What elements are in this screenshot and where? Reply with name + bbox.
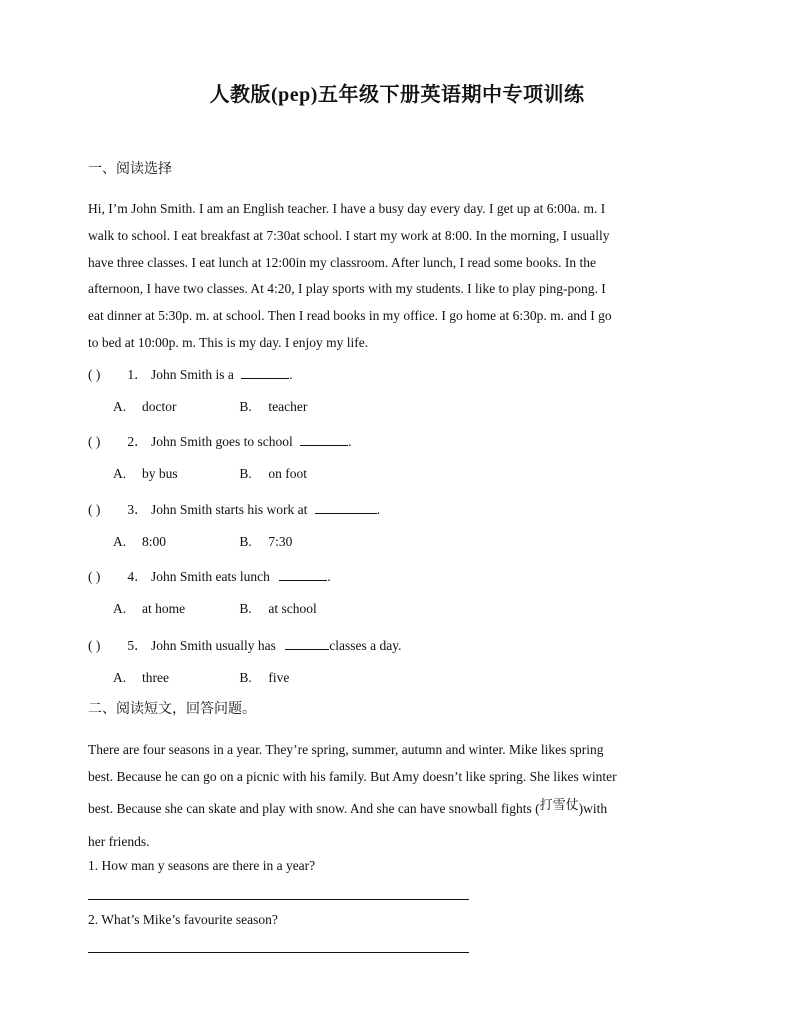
option-b[interactable] <box>239 670 362 686</box>
question-end: . <box>289 367 293 382</box>
question-1 <box>88 363 293 383</box>
option-b[interactable] <box>239 601 362 617</box>
question-number: 4． <box>127 569 148 584</box>
passage-line: best. Because he can go on a picnic with his family. But Amy doesn’t like spring. She likes winter <box>88 769 617 784</box>
question-5 <box>88 634 402 654</box>
passage-line: Hi, I’m John Smith. I am an English teacher. I have a busy day every day. I get up at 6:00a. m. I <box>88 201 606 216</box>
option-text: 8:00 <box>142 534 167 549</box>
option-b[interactable] <box>239 466 362 482</box>
options-1 <box>113 399 362 415</box>
option-text: 7:30 <box>268 534 293 549</box>
option-letter: A. <box>113 670 127 685</box>
passage-line: have three classes. I eat lunch at 12:00in my classroom. After lunch, I read some books. In the <box>88 254 596 270</box>
options-3 <box>113 534 362 550</box>
answer-line-2[interactable] <box>88 952 469 953</box>
short-answer-question-2: 2. What’s Mike’s favourite season? <box>88 912 278 927</box>
option-text: at home <box>142 601 186 616</box>
question-number: 5． <box>127 638 148 653</box>
passage-line-text: best. Because she can skate and play with snow. And she can have snowball fights ( <box>88 801 540 816</box>
options-2 <box>113 466 362 482</box>
option-letter: B. <box>239 399 252 414</box>
section-heading-reading-choice: 一、阅读选择 <box>88 161 172 177</box>
passage-line: her friends. <box>88 834 150 849</box>
page-title: 人教版(pep)五年级下册英语期中专项训练 <box>209 84 585 106</box>
question-3 <box>88 498 380 518</box>
options-5 <box>113 670 362 686</box>
option-a[interactable] <box>113 601 236 617</box>
question-end: . <box>327 569 331 584</box>
question-text: John Smith eats lunch <box>151 569 270 584</box>
passage-line: eat dinner at 5:30p. m. at school. Then I read books in my office. I go home at 6:30p. m. and I go <box>88 308 612 324</box>
option-text: three <box>142 670 169 685</box>
reading-passage-2 <box>88 736 698 855</box>
fill-blank[interactable] <box>279 568 327 581</box>
option-letter: A. <box>113 601 127 616</box>
passage-line-tail: )with <box>578 801 608 816</box>
reading-passage-1 <box>88 196 698 357</box>
question-text: John Smith usually has <box>151 638 276 653</box>
option-letter: A. <box>113 399 127 414</box>
option-b[interactable] <box>239 399 362 415</box>
option-text: teacher <box>268 399 308 414</box>
question-number: 3． <box>127 502 148 517</box>
answer-paren[interactable]: ( ) <box>88 569 101 584</box>
answer-line-1[interactable] <box>88 899 469 900</box>
question-number: 2． <box>127 434 148 449</box>
question-text: John Smith starts his work at <box>151 502 308 517</box>
option-letter: B. <box>239 466 252 481</box>
passage-line-with-hint <box>88 790 698 828</box>
question-2 <box>88 430 352 450</box>
option-b[interactable] <box>239 534 362 550</box>
option-text: five <box>268 670 290 685</box>
answer-paren[interactable]: ( ) <box>88 434 101 449</box>
passage-line: walk to school. I eat breakfast at 7:30at school. I start my work at 8:00. In the morning, I usually <box>88 227 610 243</box>
answer-paren[interactable]: ( ) <box>88 638 101 653</box>
question-text: John Smith goes to school <box>151 434 293 449</box>
option-a[interactable] <box>113 670 236 686</box>
question-4 <box>88 565 331 585</box>
option-letter: B. <box>239 601 252 616</box>
question-text: John Smith is a <box>151 367 234 382</box>
option-a[interactable] <box>113 466 236 482</box>
question-end: classes a day. <box>329 638 402 653</box>
fill-blank[interactable] <box>300 433 348 446</box>
option-text: doctor <box>142 399 177 414</box>
option-letter: B. <box>239 534 252 549</box>
passage-line: afternoon, I have two classes. At 4:20, I play sports with my students. I like to play ping-pong. I <box>88 281 606 297</box>
option-letter: A. <box>113 534 127 549</box>
chinese-hint: 打雪仗 <box>539 798 579 813</box>
question-end: . <box>376 502 381 517</box>
option-letter: A. <box>113 466 127 481</box>
option-text: by bus <box>142 466 178 481</box>
section-heading-reading-answer: 二、阅读短文，回答问题。 <box>88 701 256 717</box>
passage-line: There are four seasons in a year. They’re spring, summer, autumn and winter. Mike likes spring <box>88 742 604 757</box>
options-4 <box>113 601 362 617</box>
fill-blank[interactable] <box>315 501 377 514</box>
option-letter: B. <box>239 670 252 685</box>
option-a[interactable] <box>113 399 236 415</box>
question-number: 1． <box>127 367 148 382</box>
fill-blank[interactable] <box>285 637 329 650</box>
question-end: . <box>348 434 352 449</box>
answer-paren[interactable]: ( ) <box>88 367 101 382</box>
option-text: at school <box>268 601 317 616</box>
fill-blank[interactable] <box>241 366 289 379</box>
option-a[interactable] <box>113 534 236 550</box>
answer-paren[interactable]: ( ) <box>88 502 101 517</box>
short-answer-question-1: 1. How man y seasons are there in a year? <box>88 858 316 873</box>
passage-line: to bed at 10:00p. m. This is my day. I enjoy my life. <box>88 334 369 350</box>
option-text: on foot <box>268 466 307 481</box>
